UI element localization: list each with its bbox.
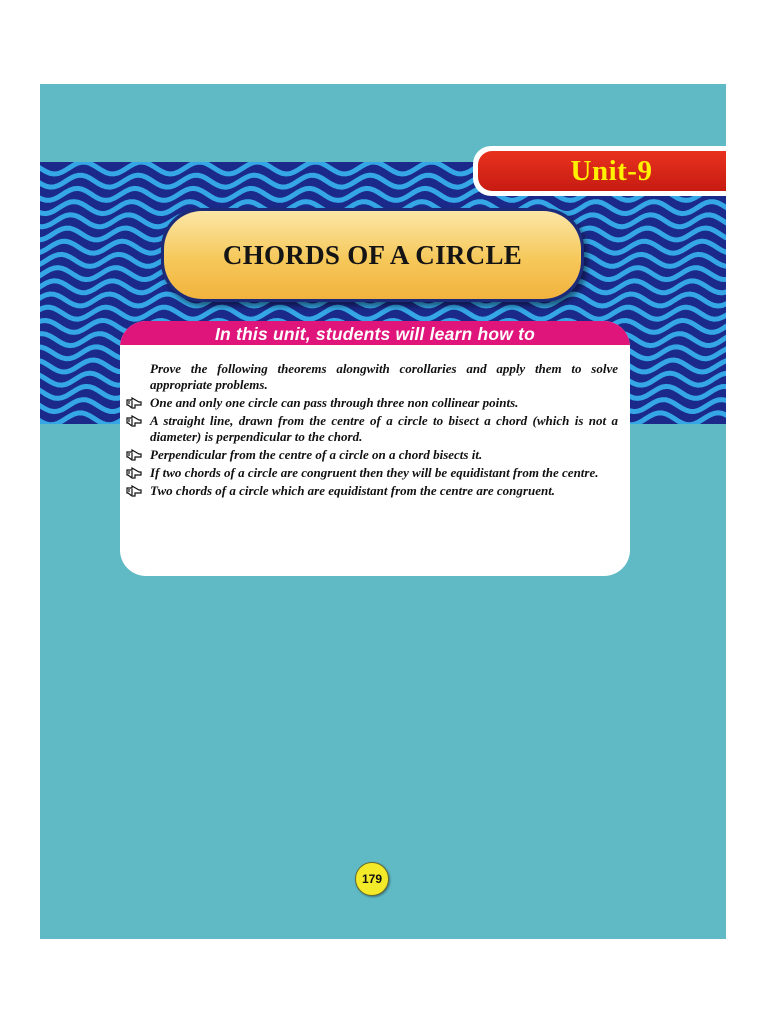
- unit-tab-fill: [478, 151, 726, 191]
- list-item: [126, 465, 618, 481]
- pointing-hand-icon: [126, 397, 142, 409]
- list-item: [126, 413, 618, 445]
- list-item-text: Two chords of a circle which are equidistant from the centre are congruent.: [150, 483, 556, 498]
- pointing-hand-icon: [126, 449, 142, 461]
- unit-title: CHORDS OF A CIRCLE: [222, 239, 523, 270]
- page-number: 179: [361, 872, 383, 886]
- learning-outcomes-list: [126, 361, 618, 501]
- pointing-hand-icon: [126, 467, 142, 479]
- learning-outcomes-card: [120, 321, 630, 576]
- unit-tab: [473, 146, 726, 196]
- unit-label: Unit-9: [570, 154, 653, 187]
- page: [40, 84, 726, 939]
- title-pill-fill: [164, 211, 581, 299]
- learning-intro: Prove the following theorems alongwith corollaries and apply them to solve appropriate problems.: [150, 361, 618, 392]
- page-number-badge: [355, 862, 389, 896]
- list-item: [126, 483, 618, 499]
- list-item-text: Perpendicular from the centre of a circle on a chord bisects it.: [150, 447, 483, 462]
- pointing-hand-icon: [126, 415, 142, 427]
- list-item-text: A straight line, drawn from the centre of a circle to bisect a chord (which is not a diameter) is perpendicular to the chord.: [150, 413, 618, 444]
- title-pill: [161, 208, 584, 302]
- pointing-hand-icon: [126, 485, 142, 497]
- wave-line: [40, 307, 726, 319]
- list-item-text: If two chords of a circle are congruent then they will be equidistant from the centre.: [150, 465, 599, 480]
- list-item: [126, 447, 618, 463]
- list-item: [126, 395, 618, 411]
- list-item-text: One and only one circle can pass through three non collinear points.: [150, 395, 519, 410]
- learning-outcomes-heading: In this unit, students will learn how to: [214, 323, 536, 344]
- learning-outcomes-header: [120, 321, 630, 345]
